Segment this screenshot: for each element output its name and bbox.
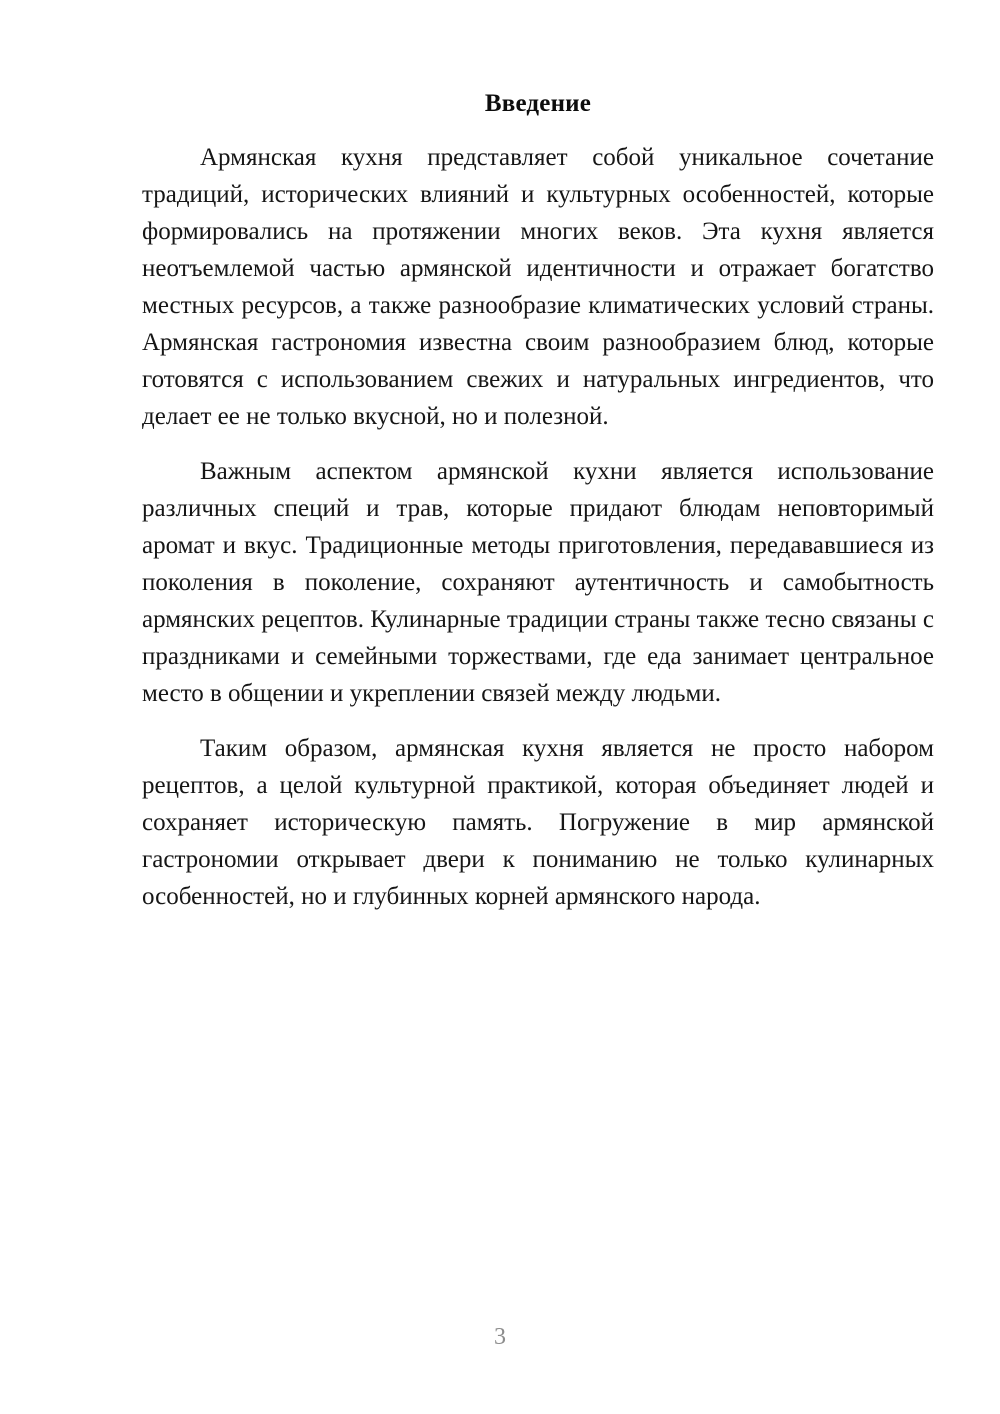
- page-title: Введение: [484, 90, 592, 117]
- page-content: [142, 88, 934, 915]
- body-paragraph-3: Таким образом, армянская кухня является не просто набором рецептов, а целой культурной практикой, которая объединяет людей и сохраняет историческую память. Погружение в мир армянской гастрономии открывает двери к пониманию не только кулинарных особенностей, но и глубинных корней армянского народа.: [142, 735, 934, 911]
- body-paragraph-2: Важным аспектом армянской кухни является использование различных специй и трав, которые придают блюдам неповторимый аромат и вкус. Традиционные методы приготовления, передававшиеся из поколения в поколение, сохраняют аутентичность и самобытность армянских рецептов. Кулинарные традиции страны также тесно связаны с праздниками и семейными торжествами, где еда занимает центральное место в общении и укреплении связей между людьми.: [142, 458, 934, 708]
- body-paragraph-1: Армянская кухня представляет собой уникальное сочетание традиций, исторических влияний и культурных особенностей, которые формировались на протяжении многих веков. Эта кухня является неотъемлемой частью армянской идентичности и отражает богатство местных ресурсов, а также разнообразие климатических условий страны. Армянская гастрономия известна своим разнообразием блюд, которые готовятся с использованием свежих и натуральных ингредиентов, что делает ее не только вкусной, но и полезной.: [142, 144, 934, 431]
- page-number: 3: [494, 1324, 506, 1350]
